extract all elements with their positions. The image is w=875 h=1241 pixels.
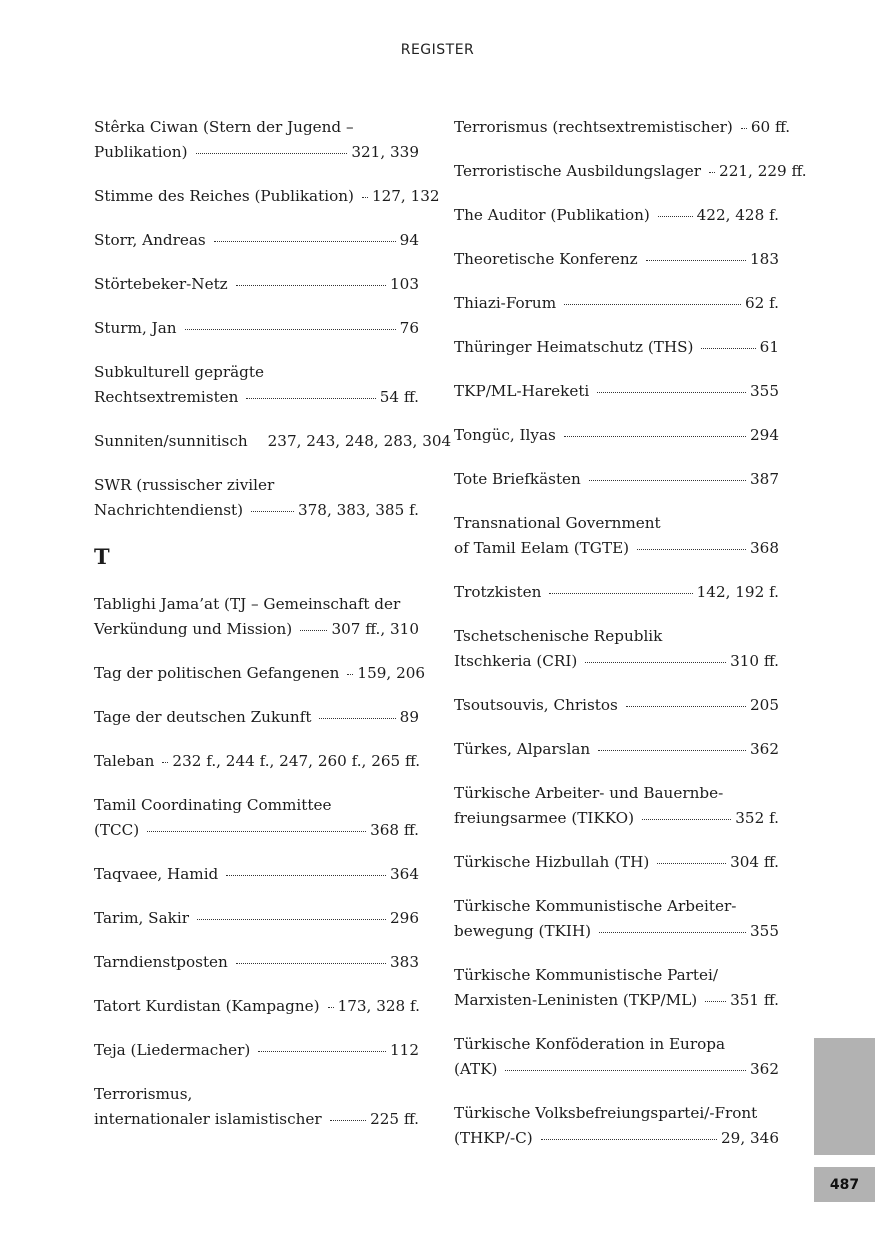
dot-leader [258,1051,386,1052]
index-entry-line [454,963,779,988]
index-entry-line [94,661,426,686]
index-term: Transnational Government [454,514,661,532]
page-reference: 355 [750,382,779,400]
index-term: Stimme des Reiches (Publikation) [94,187,354,205]
dot-leader [197,919,386,920]
index-entry [454,1032,779,1082]
index-entry [94,592,419,642]
page-reference: 112 [390,1041,419,1059]
page-reference: 237, 243, 248, 283, 304 [267,432,452,450]
dot-leader [598,750,746,751]
index-entry-line [94,1107,419,1132]
index-entry-line [94,906,419,931]
index-entry [94,705,419,730]
page-reference: 368 ff. [370,821,419,839]
index-term: Trotzkisten [454,583,542,601]
index-entry [454,115,791,140]
page-reference: 103 [390,275,419,293]
index-entry-line [454,1057,779,1082]
index-entry-line [454,894,779,919]
index-entry [94,184,440,209]
section-letter-heading: T [94,544,110,569]
index-term: Tag der politischen Gefangenen [94,664,340,682]
index-term: Taqvaee, Hamid [94,865,219,883]
index-entry [94,1038,419,1063]
index-entry-line [94,140,419,165]
entries-s-group [94,115,452,523]
index-entry-line [454,1032,779,1057]
index-entry-line [454,988,779,1013]
index-entry [454,580,779,605]
index-entry-line [454,379,779,404]
index-entry [94,749,419,774]
index-entry [94,906,419,931]
index-entry-line [454,115,791,140]
dot-leader [147,831,366,832]
index-term: Teja (Liedermacher) [94,1041,251,1059]
index-entry-line [454,919,779,944]
index-entry [454,423,779,448]
page-header: REGISTER [400,42,475,58]
dot-leader [549,593,692,594]
dot-leader [330,1120,366,1121]
index-entry-line [454,806,779,831]
dot-leader [300,630,327,631]
page-reference: 294 [750,426,779,444]
page-reference: 94 [399,231,419,249]
dot-leader [262,442,268,443]
index-entry-line [454,247,779,272]
index-term: Tage der deutschen Zukunft [94,708,312,726]
index-entry-line [94,228,419,253]
index-term: Türkische Hizbullah (TH) [454,853,650,871]
index-entry [94,272,419,297]
dot-leader [658,216,693,217]
index-entry-line [454,1101,779,1126]
index-term: (ATK) [454,1060,498,1078]
page-reference: 362 [750,1060,779,1078]
page-reference: 422, 428 f. [696,206,779,224]
index-entry [454,247,779,272]
index-entry-line [94,385,419,410]
dot-leader [597,392,746,393]
index-term: Türkische Volksbefreiungspartei/-Front [454,1104,758,1122]
index-term: freiungsarmee (TIKKO) [454,809,635,827]
index-term: Türkische Arbeiter- und Bauernbe- [454,784,724,802]
index-term: Thüringer Heimatschutz (THS) [454,338,694,356]
dot-leader [226,875,386,876]
entries-t-group [94,592,426,1132]
page-reference: 355 [750,922,779,940]
index-term: Türkes, Alparslan [454,740,591,758]
dot-leader [362,197,368,198]
page-reference: 54 ff. [379,388,419,406]
index-term: Tarim, Sakir [94,909,189,927]
index-entry [94,862,419,887]
index-entry [454,291,779,316]
page-reference: 183 [750,250,779,268]
index-term: bewegung (TKIH) [454,922,592,940]
thumb-index-tab [814,1038,875,1155]
dot-leader [589,480,746,481]
dot-leader [709,172,715,173]
index-term: Tsoutsouvis, Christos [454,696,618,714]
page-reference: 225 ff. [370,1110,419,1128]
index-entry-line [454,467,779,492]
dot-leader [564,436,746,437]
index-term: TKP/ML-Hareketi [454,382,590,400]
index-term: Tote Briefkästen [454,470,581,488]
page-reference: 173, 328 f. [337,997,420,1015]
index-term: Publikation) [94,143,188,161]
index-entry [94,473,419,523]
index-entry-line [454,649,779,674]
index-term: Tschetschenische Republik [454,627,663,645]
index-entry-line [94,360,419,385]
page-reference: 76 [399,319,419,337]
page-reference: 205 [750,696,779,714]
index-entry [454,379,779,404]
index-entry [454,963,779,1013]
index-term: Tablighi Jama’at (TJ – Gemeinschaft der [94,595,401,613]
index-entry-line [454,693,779,718]
index-term: (TCC) [94,821,140,839]
index-entry-line [454,850,779,875]
index-term: Subkulturell geprägte [94,363,264,381]
index-term: Nachrichtendienst) [94,501,244,519]
index-entry-line [94,818,419,843]
index-term: Stêrka Ciwan (Stern der Jugend – [94,118,354,136]
index-entry [454,624,779,674]
index-entry-line [94,994,419,1019]
index-entry-line [94,272,419,297]
page-reference: 362 [750,740,779,758]
index-entry-line [454,423,779,448]
index-term: Tamil Coordinating Committee [94,796,332,814]
page-number: 487 [814,1167,875,1202]
index-term: Verkündung und Mission) [94,620,293,638]
index-term: Tarndienstposten [94,953,228,971]
index-entry-line [94,1038,419,1063]
index-term: Störtebeker-Netz [94,275,228,293]
index-term: Türkische Konföderation in Europa [454,1035,726,1053]
index-entry-line [454,624,779,649]
page-reference: 352 f. [735,809,779,827]
dot-leader [705,1001,726,1002]
page-reference: 310 ff. [730,652,779,670]
index-term: Sturm, Jan [94,319,177,337]
index-entry-line [94,473,419,498]
index-entry-line [454,159,807,184]
dot-leader [701,348,755,349]
index-term: Terrorismus (rechtsextremistischer) [454,118,733,136]
dot-leader [246,398,375,399]
index-entry [94,1082,419,1132]
index-entry [94,115,419,165]
dot-leader [626,706,746,707]
index-entry-line [454,511,779,536]
dot-leader [564,304,741,305]
dot-leader [319,718,395,719]
index-entry [94,950,419,975]
index-entry [94,793,419,843]
index-entry-line [454,203,779,228]
index-entry-line [94,793,419,818]
index-entry [94,661,426,686]
page-reference: 378, 383, 385 f. [297,501,419,519]
index-entry-line [94,115,419,140]
dot-leader [328,1007,334,1008]
index-entry-line [94,316,419,341]
index-entry [94,994,419,1019]
page-reference: 321, 339 [351,143,419,161]
dot-leader [585,662,726,663]
index-term: Thiazi-Forum [454,294,557,312]
index-column-right [454,115,807,1170]
dot-leader [214,241,396,242]
dot-leader [599,932,746,933]
page-reference: 142, 192 f. [696,583,779,601]
page-reference: 60 ff. [750,118,791,136]
index-term: (THKP/-C) [454,1129,533,1147]
dot-leader [541,1139,717,1140]
index-entry-line [454,335,779,360]
index-entry-line [454,1126,779,1151]
page-reference: 383 [390,953,419,971]
index-term: Tongüc, Ilyas [454,426,556,444]
index-term: Rechtsextremisten [94,388,239,406]
index-entry-line [454,536,779,561]
index-entry-line [454,737,779,762]
index-entry-line [94,950,419,975]
dot-leader [642,819,731,820]
index-entry [454,894,779,944]
index-term: Türkische Kommunistische Arbeiter- [454,897,737,915]
index-entry [454,781,779,831]
page-reference: 351 ff. [730,991,779,1009]
dot-leader [236,285,386,286]
index-entry [94,228,419,253]
page-reference: 368 [750,539,779,557]
index-entry-line [94,592,419,617]
dot-leader [196,153,348,154]
index-entry [454,1101,779,1151]
dot-leader [185,329,396,330]
index-term: Sunniten/sunnitisch [94,432,248,450]
page-reference: 232 f., 244 f., 247, 260 f., 265 ff. [172,752,421,770]
index-term: Terroristische Ausbildungslager [454,162,702,180]
index-entry [454,511,779,561]
index-term: internationaler islamistischer [94,1110,322,1128]
page-reference: 89 [399,708,419,726]
index-term: Theoretische Konferenz [454,250,638,268]
page-reference: 221, 229 ff. [719,162,807,180]
index-entry [454,850,779,875]
index-entry [454,737,779,762]
dot-leader [251,511,294,512]
index-entry [94,429,452,454]
dot-leader [657,863,726,864]
index-entry-line [94,862,419,887]
page-reference: 387 [750,470,779,488]
page-reference: 61 [759,338,779,356]
dot-leader [637,549,746,550]
index-entry-line [94,617,419,642]
index-entry [454,159,807,184]
index-term: of Tamil Eelam (TGTE) [454,539,630,557]
index-entry [94,316,419,341]
index-term: The Auditor (Publikation) [454,206,650,224]
index-term: Tatort Kurdistan (Kampagne) [94,997,320,1015]
page-reference: 127, 132 [371,187,440,205]
dot-leader [162,762,168,763]
index-entry-line [94,1082,419,1107]
page-reference: 29, 346 [721,1129,779,1147]
index-term: Marxisten-Leninisten (TKP/ML) [454,991,698,1009]
index-entry-line [454,781,779,806]
dot-leader [646,260,746,261]
index-entry-line [94,749,419,774]
index-entry-line [94,184,440,209]
page-reference: 307 ff., 310 [331,620,419,638]
page-reference: 364 [390,865,419,883]
index-term: Terrorismus, [94,1085,193,1103]
index-entry [454,203,779,228]
page-reference: 159, 206 [357,664,426,682]
page-reference: 296 [390,909,419,927]
index-entry-line [94,429,452,454]
index-entry [454,693,779,718]
dot-leader [236,963,386,964]
index-entry-line [454,580,779,605]
dot-leader [347,674,353,675]
index-term: Türkische Kommunistische Partei/ [454,966,719,984]
page-reference: 304 ff. [730,853,779,871]
dot-leader [505,1070,746,1071]
page-reference: 62 f. [744,294,779,312]
index-entry-line [454,291,779,316]
index-entry-line [94,705,419,730]
dot-leader [741,128,747,129]
index-term: Storr, Andreas [94,231,206,249]
entries-t-group-continued [454,115,807,1151]
index-entry-line [94,498,419,523]
index-entry [94,360,419,410]
index-column-left [94,115,452,1151]
index-term: Itschkeria (CRI) [454,652,578,670]
index-entry [454,335,779,360]
index-term: Taleban [94,752,155,770]
index-term: SWR (russischer ziviler [94,476,275,494]
index-entry [454,467,779,492]
